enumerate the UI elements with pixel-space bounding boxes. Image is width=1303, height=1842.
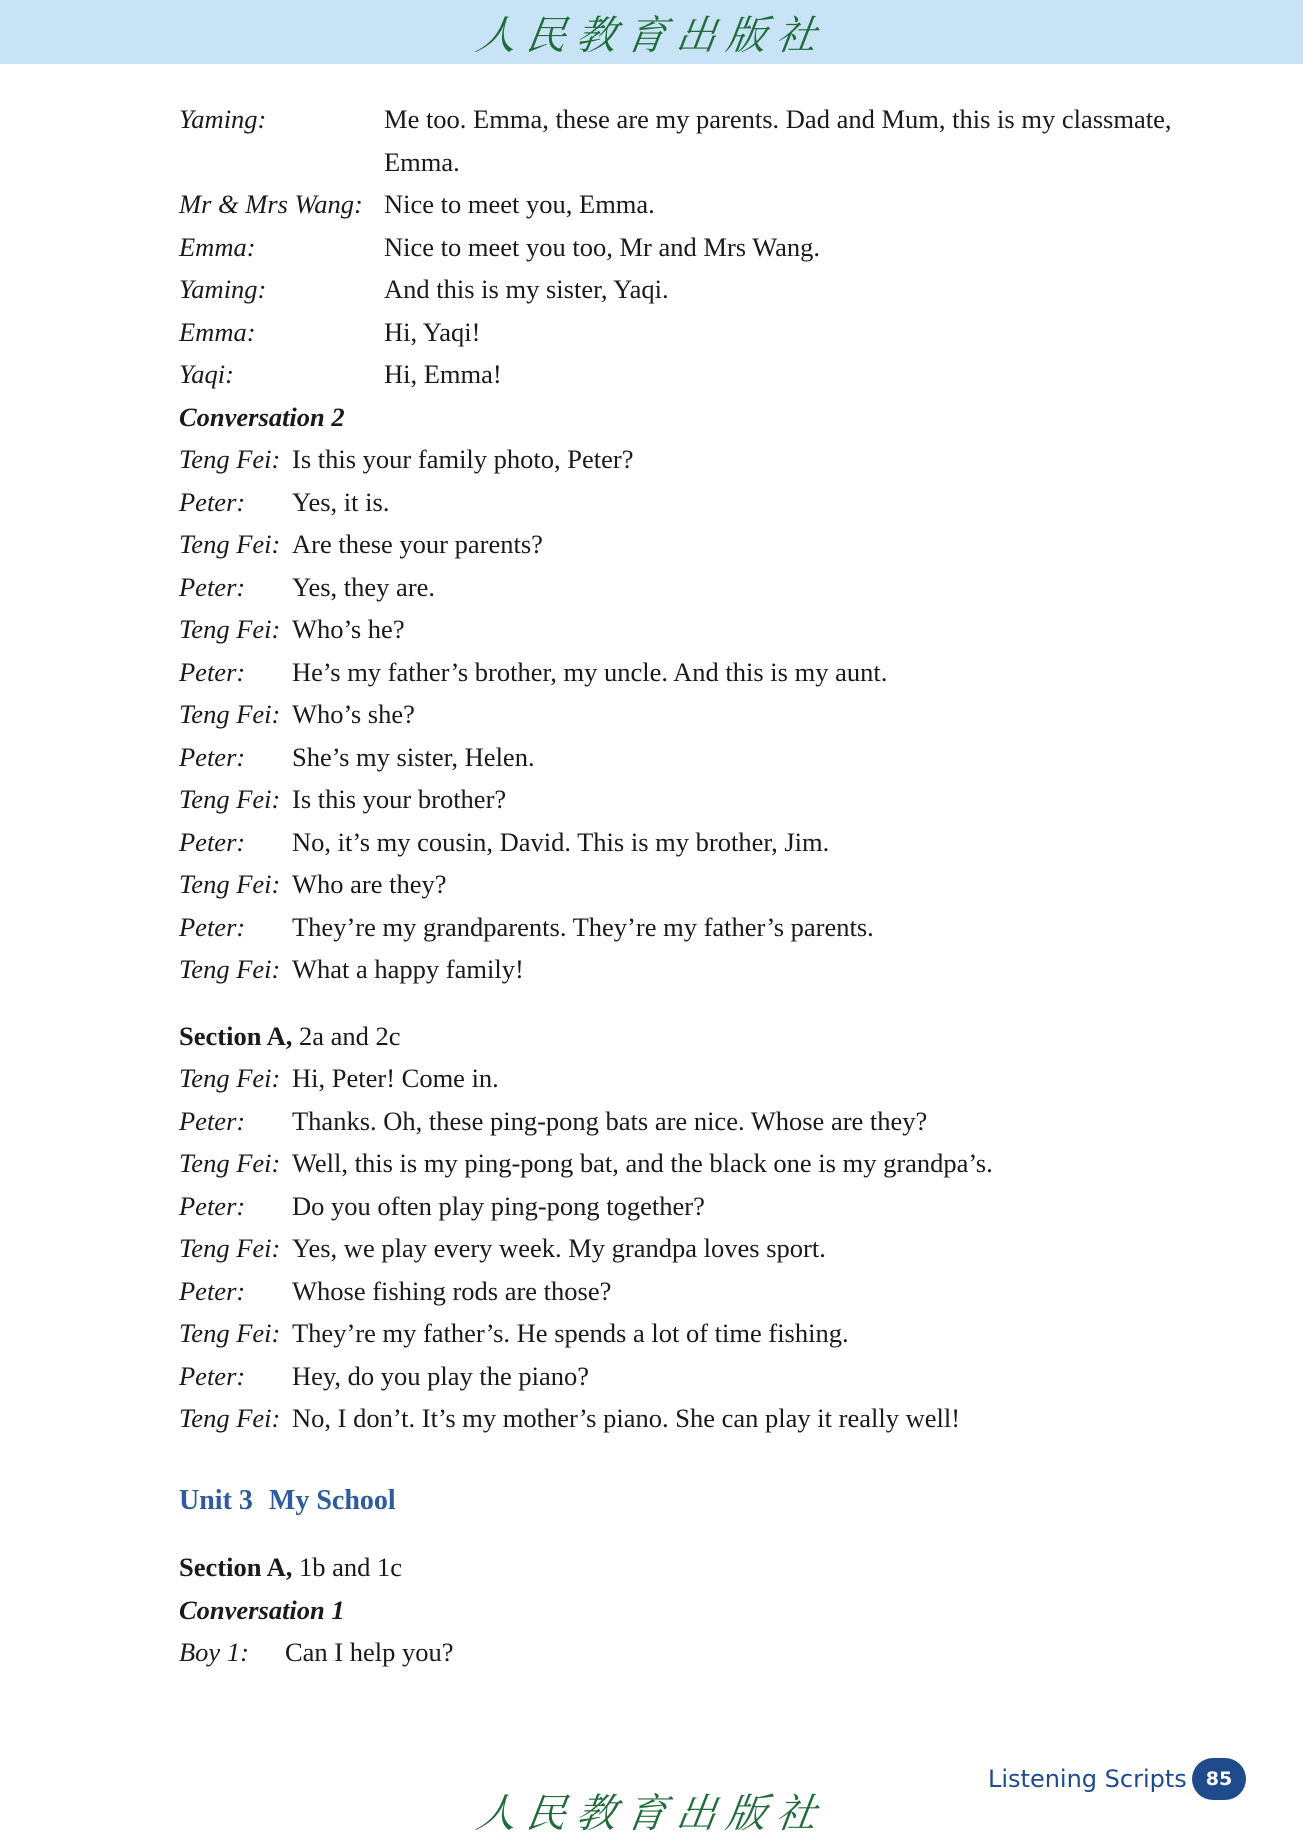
dialogue-line [179,1397,1219,1440]
speaker: Teng Fei: [179,1233,281,1263]
section-heading [179,1015,1219,1058]
speaker: Peter: [179,826,246,857]
dialogue-line [179,268,1219,311]
utterance: And this is my sister, Yaqi. [384,274,669,304]
dialogue-line [179,183,1219,226]
dialogue-line [179,1142,1219,1185]
utterance: Hey, do you play the piano? [292,1360,590,1391]
dialogue-line [179,1100,1219,1143]
speaker: Teng Fei: [179,1063,281,1093]
speaker: Teng Fei: [179,1403,281,1433]
utterance: They’re my grandparents. They’re my father’s parents. [292,911,874,942]
dialogue-line [179,1355,1219,1398]
unit-heading [179,1480,1219,1523]
section-label: Section A, [179,1552,293,1582]
utterance: Do you often play ping-pong together? [292,1190,705,1221]
utterance: Are these your parents? [292,529,543,559]
speaker: Teng Fei: [179,869,281,899]
dialogue-line [179,948,1219,991]
dialogue-line [179,693,1219,736]
dialogue-line [179,481,1219,524]
utterance: Who’s he? [292,614,405,644]
speaker: Peter: [179,1105,246,1136]
utterance: Is this your brother? [292,784,507,814]
utterance: Hi, Emma! [384,359,502,389]
dialogue-line [179,1631,1219,1674]
speaker: Teng Fei: [179,699,281,729]
section-text: 2a and 2c [299,1020,401,1051]
dialogue-line [179,1057,1219,1100]
dialogue-line [179,608,1219,651]
utterance: Nice to meet you too, Mr and Mrs Wang. [384,231,821,262]
utterance: What a happy family! [292,954,524,984]
speaker: Peter: [179,1275,246,1306]
dialogue-line [179,353,1219,396]
dialogue-line [179,736,1219,779]
utterance: Yes, it is. [292,486,390,517]
script-content [179,98,1219,1674]
dialogue-line [179,778,1219,821]
utterance: Hi, Yaqi! [384,316,481,347]
speaker: Teng Fei: [179,444,281,474]
speaker: Teng Fei: [179,1148,281,1178]
utterance: Thanks. Oh, these ping-pong bats are nice. Whose are they? [292,1105,928,1136]
unit-title: My School [268,1484,396,1516]
conversation-title: Conversation 1 [179,1594,345,1625]
utterance: Whose fishing rods are those? [292,1275,612,1306]
utterance: No, it’s my cousin, David. This is my brother, Jim. [292,826,830,857]
utterance: Yes, they are. [292,571,436,602]
utterance: Who are they? [292,869,447,899]
speaker: Peter: [179,571,246,602]
publisher-logo: 人民教育出版社 [472,12,830,59]
speaker: Emma: [179,316,256,347]
publisher-logo: 人民教育出版社 [472,1790,830,1837]
dialogue-line [179,1227,1219,1270]
utterance: Who’s she? [292,699,415,729]
section-label: Section A, [179,1020,293,1051]
speaker: Teng Fei: [179,1318,281,1348]
utterance: Can I help you? [285,1637,454,1667]
utterance: He’s my father’s brother, my uncle. And this is my aunt. [292,656,888,687]
speaker: Mr & Mrs Wang: [179,189,363,219]
dialogue-line [179,863,1219,906]
unit-number: Unit 3 [179,1484,253,1516]
dialogue-line [179,1270,1219,1313]
header-band [0,0,1303,64]
dialogue-line [179,566,1219,609]
dialogue-line [179,438,1219,481]
utterance: She’s my sister, Helen. [292,741,535,772]
speaker: Teng Fei: [179,529,281,559]
speaker: Peter: [179,911,246,942]
speaker: Teng Fei: [179,784,281,814]
spacer [179,1522,1219,1546]
page-number-badge: 85 [1192,1758,1246,1800]
speaker: Yaming: [179,104,267,134]
speaker: Yaming: [179,274,267,304]
dialogue-line [179,311,1219,354]
utterance: Hi, Peter! Come in. [292,1063,499,1093]
conversation-title: Conversation 2 [179,401,345,432]
utterance: Yes, we play every week. My grandpa loves sport. [292,1233,826,1263]
footer-title: Listening Scripts [988,1765,1187,1793]
dialogue-line [179,906,1219,949]
speaker: Peter: [179,1190,246,1221]
utterance: No, I don’t. It’s my mother’s piano. She can play it really well! [292,1403,961,1433]
spacer [179,1440,1219,1480]
dialogue-line [179,1185,1219,1228]
speaker: Peter: [179,656,246,687]
speaker: Peter: [179,741,246,772]
utterance: Is this your family photo, Peter? [292,444,634,474]
speaker: Teng Fei: [179,614,281,644]
section-text: 1b and 1c [299,1552,403,1582]
section-heading [179,1546,1219,1589]
speaker: Boy 1: [179,1637,249,1667]
utterance: They’re my father’s. He spends a lot of time fishing. [292,1318,849,1348]
utterance: Me too. Emma, these are my parents. Dad and Mum, this is my classmate, Emma. [384,104,1172,177]
speaker: Yaqi: [179,359,234,389]
dialogue-line [179,651,1219,694]
dialogue-line [179,821,1219,864]
dialogue-line [179,523,1219,566]
utterance: Nice to meet you, Emma. [384,189,655,219]
speaker: Peter: [179,1360,246,1391]
speaker: Teng Fei: [179,954,281,984]
dialogue-line [179,226,1219,269]
speaker: Peter: [179,486,246,517]
speaker: Emma: [179,231,256,262]
utterance: Well, this is my ping-pong bat, and the black one is my grandpa’s. [292,1148,993,1178]
dialogue-line [179,98,1219,183]
footer-logo-area [0,1780,1303,1840]
spacer [179,991,1219,1015]
dialogue-line [179,1312,1219,1355]
